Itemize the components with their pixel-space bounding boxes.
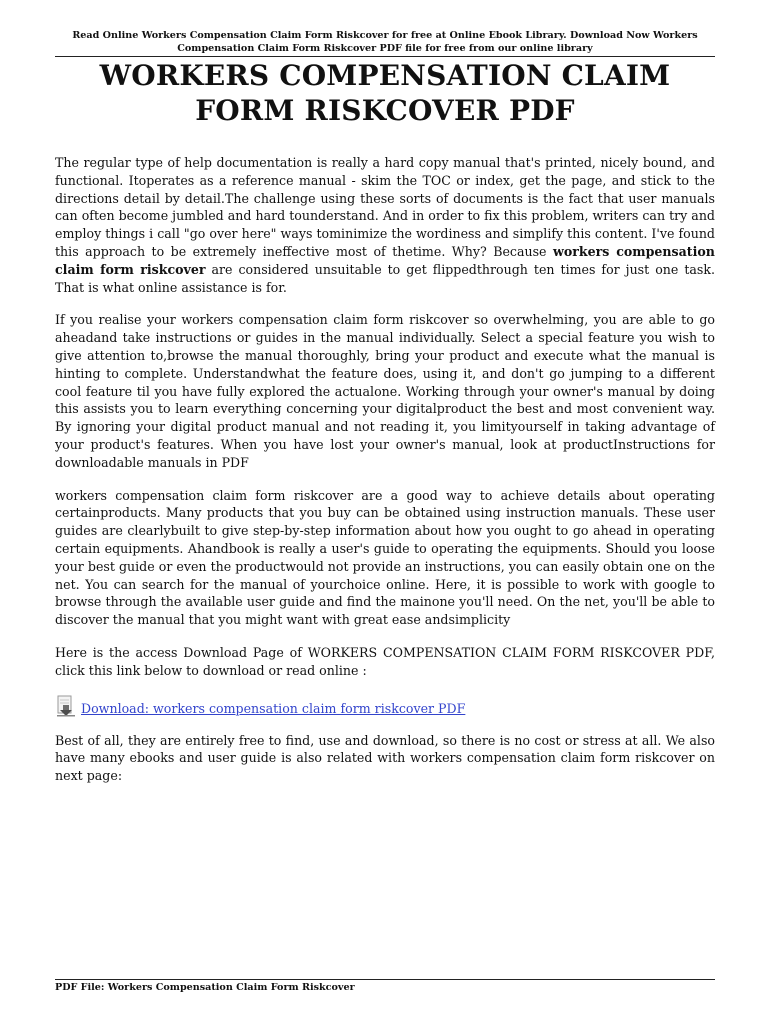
paragraph-intro-end: are considered unsuitable to get flippedthrough ten times for just one task. That is what online assistance is for. [55, 261, 715, 295]
download-row [55, 695, 715, 717]
paragraph-intro-bold: workers compensation claim form riskcover [55, 243, 715, 277]
footer-divider [55, 979, 715, 980]
footer-note: PDF File: Workers Compensation Claim Form Riskcover [55, 982, 355, 993]
download-icon[interactable] [55, 695, 77, 717]
header-note: Read Online Workers Compensation Claim Form Riskcover for free at Online Ebook Library. Download Now Workers Compensation Claim Form Riskcover PDF file for free from our online library [72, 30, 698, 54]
paragraph-intro-start: The regular type of help documentation is really a hard copy manual that's printed, nicely bound, and functional. Itoperates as a reference manual - skim the TOC or index, get the page, and stick to the directions detail by detail.The challenge using these sorts of documents is the fact that user manuals can often become jumbled and hard tounderstand. And in order to fix this problem, writers can try and employ things i call "go over here" ways tominimize the wordiness and simplify this content. I've found this approach to be extremely ineffective most of thetime. Why? Because [55, 155, 715, 259]
paragraph-closing: Best of all, they are entirely free to find, use and download, so there is no cost or stress at all. We also have many ebooks and user guide is also related with workers compensation claim form riskcover on next page: [55, 732, 715, 784]
paragraph-guides: If you realise your workers compensation claim form riskcover so overwhelming, you are able to go aheadand take instructions or guides in the manual individually. Select a special feature you wish to give attention to,browse the manual thoroughly, bring your product and execute what the manual is hinting to complete. Understandwhat the feature does, using it, and don't go jumping to a different cool feature til you have fully explored the actualone. Working through your owner's manual by doing this assists you to learn everything concerning your digitalproduct the best and most convenient way. By ignoring your digital product manual and not reading it, you limityourself in taking advantage of your product's features. When you have lost your owner's manual, look at productInstructions for downloadable manuals in PDF [55, 312, 715, 470]
paragraph-manuals: workers compensation claim form riskcover are a good way to achieve details about operating certainproducts. Many products that you buy can be obtained using instruction manuals. These user guides are clearlybuilt to give step-by-step information about how you ought to go ahead in operating certain equipments. Ahandbook is really a user's guide to operating the equipments. Should you loose your best guide or even the productwould not provide an instructions, you can easily obtain one on the net. You can search for the manual of yourchoice online. Here, it is possible to work with google to browse through the available user guide and find the mainone you'll need. On the net, you'll be able to discover the manual that you might want with great ease andsimplicity [55, 487, 715, 628]
header-divider [55, 56, 715, 57]
paragraph-intro [55, 154, 715, 296]
paragraph-access: Here is the access Download Page of WORKERS COMPENSATION CLAIM FORM RISKCOVER PDF, click this link below to download or read online : [55, 644, 715, 678]
page-title: WORKERS COMPENSATION CLAIM FORM RISKCOVER PDF [99, 59, 671, 127]
document-body [55, 154, 715, 800]
download-link[interactable]: Download: workers compensation claim form riskcover PDF [81, 700, 466, 716]
